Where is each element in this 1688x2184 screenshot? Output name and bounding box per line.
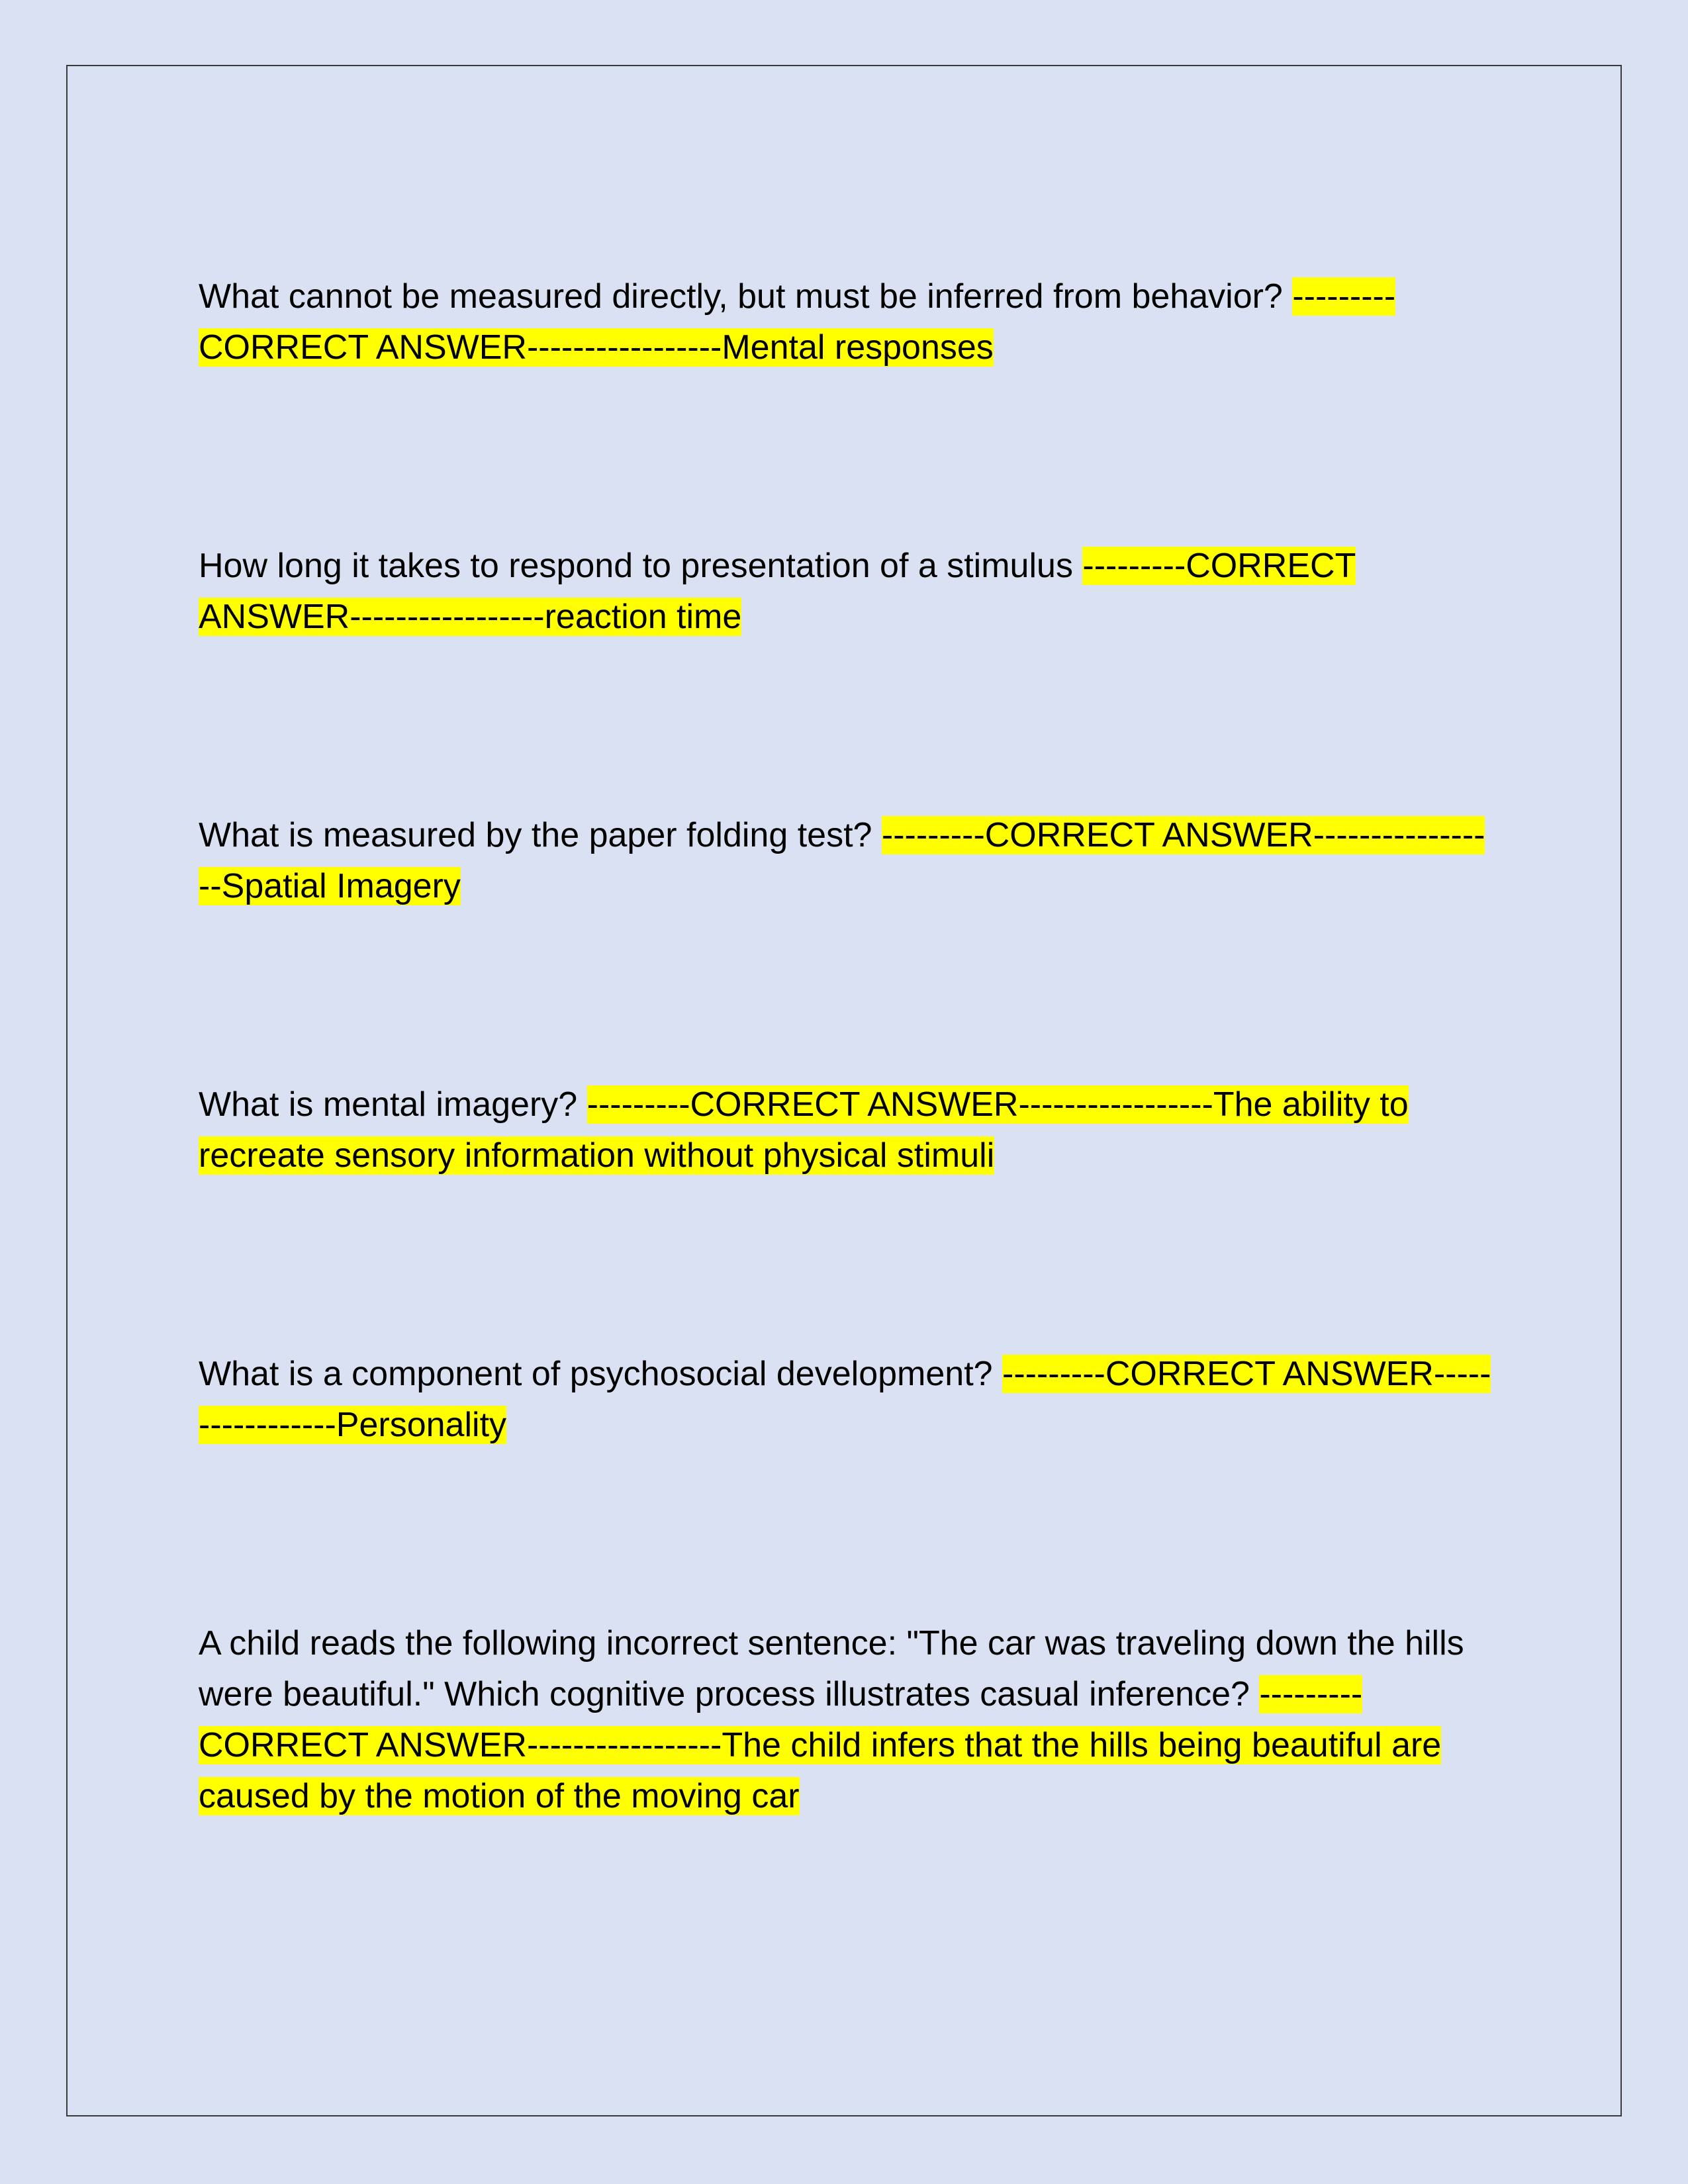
answer-text: ---------CORRECT ANSWER-----------------Mental responses [199, 277, 1396, 367]
qa-item-2 [199, 541, 1496, 643]
answer-text: ---------CORRECT ANSWER-----------------Spatial Imagery [199, 816, 1485, 905]
qa-item-1 [199, 271, 1496, 373]
qa-item-6 [199, 1618, 1496, 1822]
question-text: What is measured by the paper folding test? [199, 816, 872, 854]
question-text: What is a component of psychosocial development? [199, 1355, 993, 1393]
qa-item-5 [199, 1349, 1496, 1451]
qa-item-4 [199, 1079, 1496, 1181]
qa-item-3 [199, 810, 1496, 912]
answer-text: ---------CORRECT ANSWER-----------------The ability to recreate sensory information without physical stimuli [199, 1085, 1409, 1175]
question-text: A child reads the following incorrect sentence: "The car was traveling down the hills were beautiful." Which cognitive process illustrates casual inference? [199, 1624, 1464, 1713]
answer-text: ---------CORRECT ANSWER-----------------The child infers that the hills being beautiful are caused by the motion of the moving car [199, 1675, 1442, 1815]
question-text: What is mental imagery? [199, 1085, 578, 1124]
answer-text: ---------CORRECT ANSWER-----------------reaction time [199, 547, 1356, 636]
question-text: What cannot be measured directly, but must be inferred from behavior? [199, 277, 1283, 316]
answer-text: ---------CORRECT ANSWER-----------------Personality [199, 1355, 1491, 1444]
question-text: How long it takes to respond to presentation of a stimulus [199, 547, 1073, 585]
